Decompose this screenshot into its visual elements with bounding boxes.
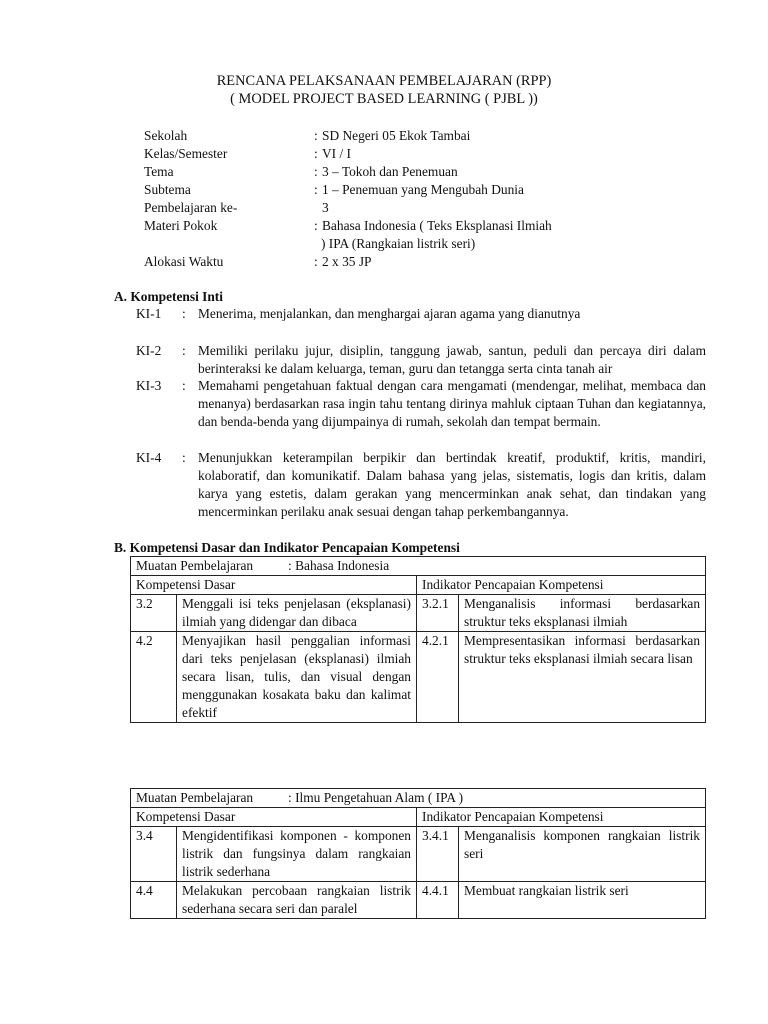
ipk-number: 3.2.1 — [417, 595, 459, 632]
identity-label: Alokasi Waktu — [144, 254, 224, 269]
ki-item-2 — [136, 342, 706, 378]
ki-item-4 — [136, 449, 706, 521]
identity-block — [144, 127, 604, 271]
kd-table-ipa — [130, 788, 706, 919]
identity-colon: : — [314, 218, 318, 233]
kd-number: 3.2 — [131, 595, 177, 632]
identity-colon: : — [314, 146, 318, 161]
kd-header: Kompetensi Dasar — [131, 576, 417, 595]
section-b-title: B. Kompetensi Dasar dan Indikator Pencapaian Kompetensi — [114, 540, 460, 555]
identity-colon: : — [314, 182, 318, 197]
ipk-text: Menganalisis komponen rangkaian listrik seri — [459, 827, 706, 882]
identity-row-subtema — [144, 181, 604, 199]
ki-item-1 — [136, 305, 706, 323]
header-row — [131, 576, 706, 595]
identity-label: Subtema — [144, 182, 191, 197]
identity-label: Tema — [144, 164, 174, 179]
ki-text: Memiliki perilaku jujur, disiplin, tanggung jawab, santun, peduli dan percaya diri dalam berinteraksi ke dalam keluarga, teman, guru dan tetangga serta cinta tanah air — [198, 343, 706, 376]
ki-code: KI-2 — [136, 343, 162, 358]
identity-label: Pembelajaran ke- — [144, 200, 238, 215]
ipk-text: Mempresentasikan informasi berdasarkan struktur teks eksplanasi ilmiah secara lisan — [459, 632, 706, 723]
identity-row-pembelajaran — [144, 199, 604, 217]
section-a-title: A. Kompetensi Inti — [114, 289, 223, 304]
ki-code: KI-3 — [136, 378, 162, 393]
ipk-text: Membuat rangkaian listrik seri — [459, 882, 706, 919]
ki-text: Menerima, menjalankan, dan menghargai ajaran agama yang dianutnya — [198, 306, 581, 321]
muatan-value: : Ilmu Pengetahuan Alam ( IPA ) — [288, 790, 464, 805]
muatan-row — [131, 557, 706, 576]
identity-row-alokasi — [144, 253, 604, 271]
identity-row-sekolah — [144, 127, 604, 145]
table-row — [131, 882, 706, 919]
title-line-1: RENCANA PELAKSANAAN PEMBELAJARAN (RPP) — [216, 73, 552, 89]
identity-colon: : — [314, 128, 318, 143]
identity-colon: : — [314, 254, 318, 269]
ki-colon: : — [182, 450, 186, 465]
ki-text: Menunjukkan keterampilan berpikir dan bertindak kreatif, produktif, kritis, mandiri, kolaboratif, dan komunikatif. Dalam bahasa yang jelas, sistematis, logis dan kritis, dalam karya yang estetis, dalam gerakan yang mencerminkan anak sehat, dan tindakan yang mencerminkan perilaku anak sesuai dengan tahap perkembangannya. — [198, 450, 706, 519]
table-row — [131, 595, 706, 632]
muatan-row — [131, 789, 706, 808]
ki-colon: : — [182, 343, 186, 358]
muatan-value: : Bahasa Indonesia — [288, 558, 390, 573]
identity-value: 3 — [322, 200, 329, 215]
identity-value: 1 – Penemuan yang Mengubah Dunia — [322, 182, 524, 197]
ki-code: KI-4 — [136, 450, 162, 465]
ki-colon: : — [182, 306, 186, 321]
muatan-label: Muatan Pembelajaran — [136, 790, 254, 805]
table-row — [131, 632, 706, 723]
document-title — [0, 72, 768, 108]
ki-item-3 — [136, 377, 706, 431]
kd-table-bahasa-indonesia — [130, 556, 706, 723]
identity-label: Materi Pokok — [144, 218, 218, 233]
ipk-number: 4.4.1 — [417, 882, 459, 919]
identity-row-kelas — [144, 145, 604, 163]
ki-code: KI-1 — [136, 306, 162, 321]
header-row — [131, 808, 706, 827]
identity-value-continuation: ) IPA (Rangkaian listrik seri) — [321, 236, 476, 251]
table-row — [131, 827, 706, 882]
kd-text: Mengidentifikasi komponen - komponen listrik dan fungsinya dalam rangkaian listrik sederhana — [177, 827, 417, 882]
muatan-label: Muatan Pembelajaran — [136, 558, 254, 573]
kd-header: Kompetensi Dasar — [131, 808, 417, 827]
ipk-header: Indikator Pencapaian Kompetensi — [417, 808, 706, 827]
ipk-number: 3.4.1 — [417, 827, 459, 882]
identity-label: Sekolah — [144, 128, 188, 143]
kd-text: Menyajikan hasil penggalian informasi dari teks penjelasan (eksplanasi) ilmiah secara lisan, tulis, dan visual dengan menggunakan kosakata baku dan kalimat efektif — [177, 632, 417, 723]
identity-value: VI / I — [322, 146, 352, 161]
ipk-header: Indikator Pencapaian Kompetensi — [417, 576, 706, 595]
kd-number: 4.2 — [131, 632, 177, 723]
identity-value: SD Negeri 05 Ekok Tambai — [322, 128, 471, 143]
ipk-text: Menganalisis informasi berdasarkan struktur teks eksplanasi ilmiah — [459, 595, 706, 632]
identity-value: 3 – Tokoh dan Penemuan — [322, 164, 458, 179]
identity-value: 2 x 35 JP — [322, 254, 372, 269]
kd-text: Melakukan percobaan rangkaian listrik sederhana secara seri dan paralel — [177, 882, 417, 919]
kd-text: Menggali isi teks penjelasan (eksplanasi) ilmiah yang didengar dan dibaca — [177, 595, 417, 632]
identity-value: Bahasa Indonesia ( Teks Eksplanasi Ilmiah — [322, 218, 552, 233]
ki-colon: : — [182, 378, 186, 393]
ki-text: Memahami pengetahuan faktual dengan cara mengamati (mendengar, melihat, membaca dan menanya) berdasarkan rasa ingin tahu tentang dirinya mahluk ciptaan Tuhan dan kegiatannya, dan benda-benda yang dijumpainya di rumah, sekolah dan tempat bermain. — [198, 378, 706, 429]
kd-number: 3.4 — [131, 827, 177, 882]
identity-colon: : — [314, 164, 318, 179]
identity-row-materi — [144, 217, 604, 253]
identity-label: Kelas/Semester — [144, 146, 228, 161]
ipk-number: 4.2.1 — [417, 632, 459, 723]
kd-number: 4.4 — [131, 882, 177, 919]
title-line-2: ( MODEL PROJECT BASED LEARNING ( PJBL )) — [230, 91, 538, 107]
identity-row-tema — [144, 163, 604, 181]
